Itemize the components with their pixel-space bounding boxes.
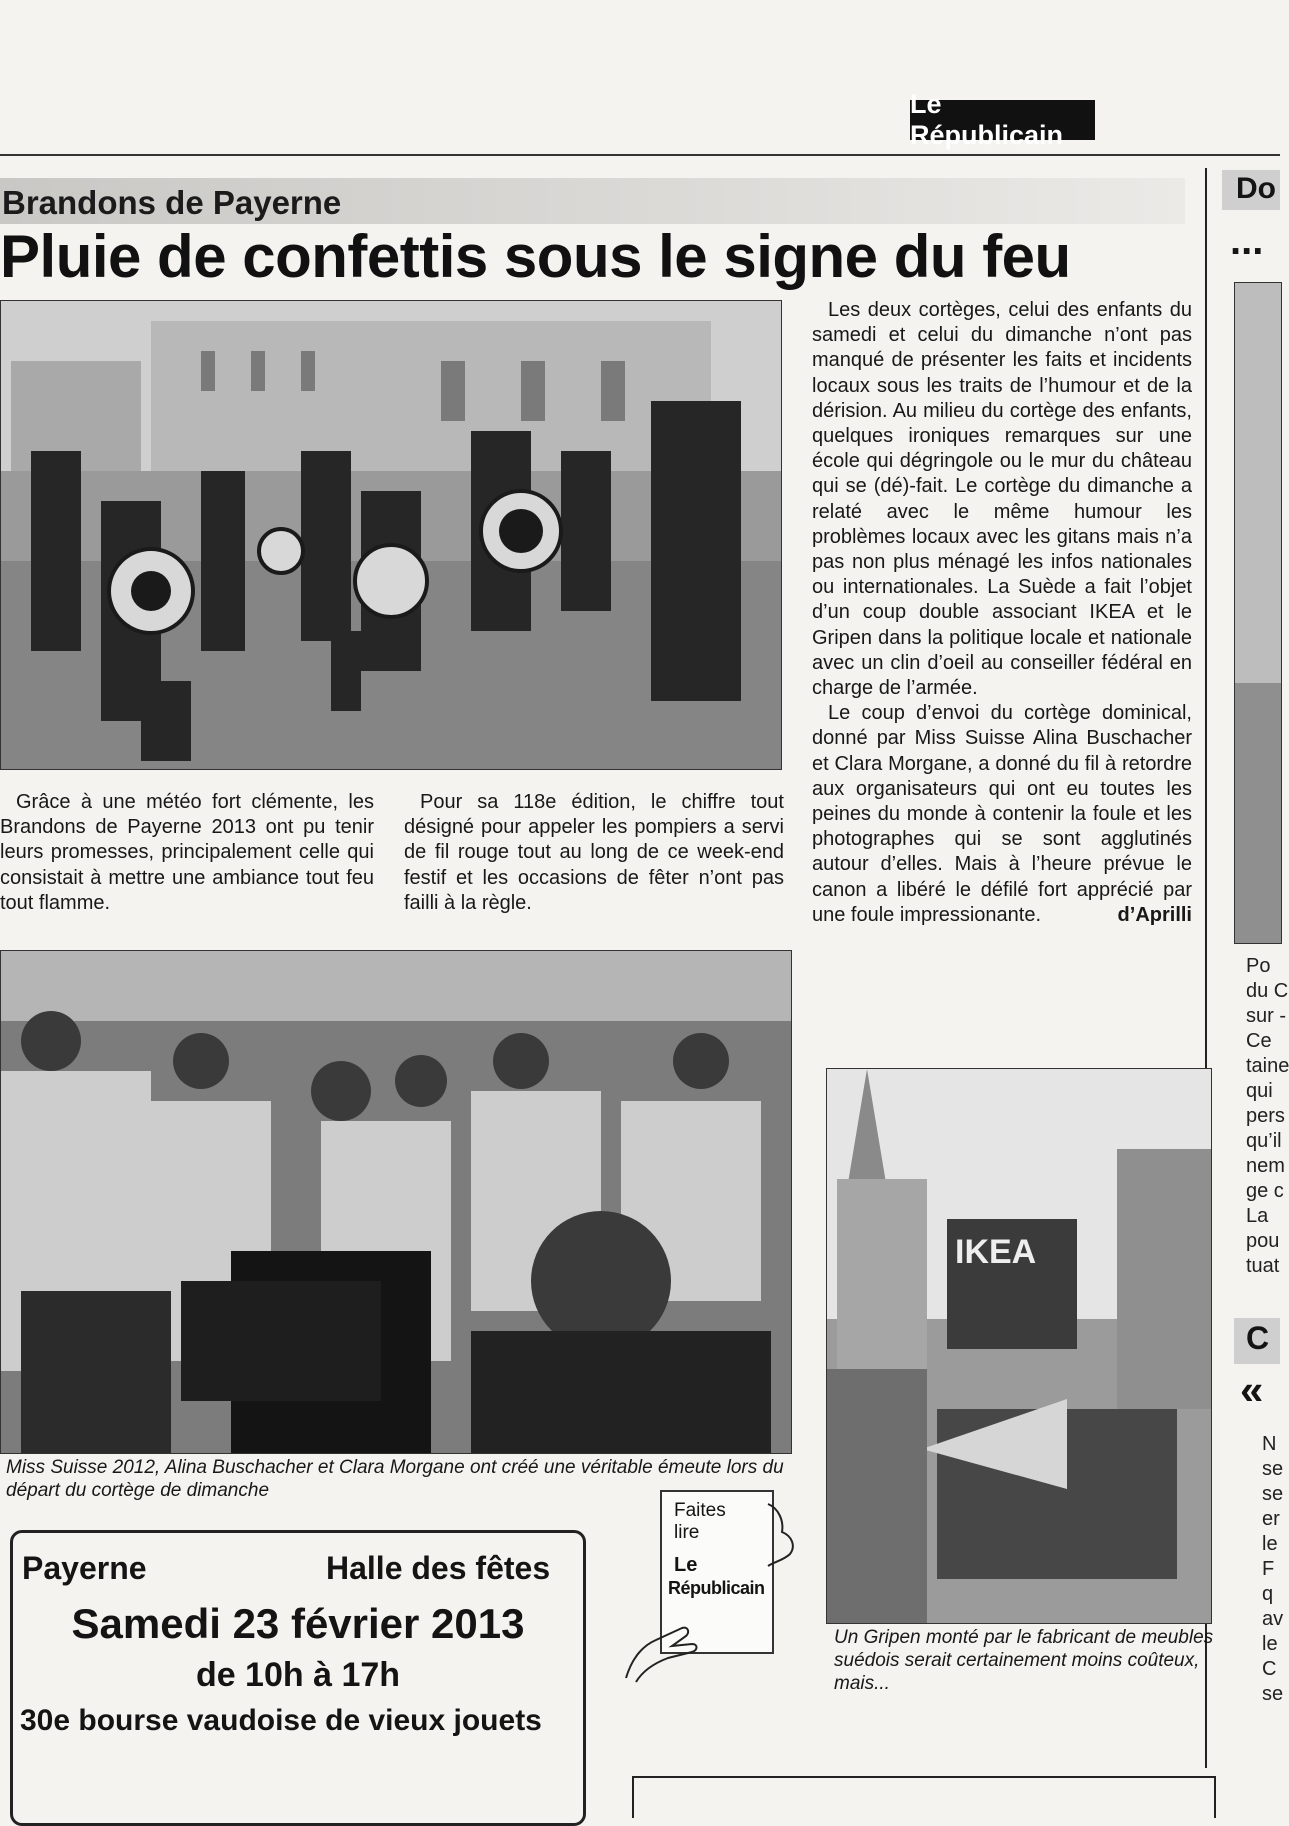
ad-event: 30e bourse vaudoise de vieux jouets [20,1704,542,1737]
side-line: se [1262,1683,1284,1705]
side-line: pers [1246,1105,1285,1127]
caption-float: Un Gripen monté par le fabricant de meubles suédois serait certainement moins coûteux, mais... [834,1627,1214,1694]
caption-crowd: Miss Suisse 2012, Alina Buschacher et Clara Morgane ont créé une véritable émeute lors du départ du cortège de dimanche [6,1457,784,1501]
side-text [1246,954,1289,1279]
side-quote: « [1240,1366,1264,1413]
side-header: Do [1236,172,1276,205]
side-text-2 [1262,1432,1284,1707]
side-line: er [1262,1508,1280,1530]
masthead-title: Le Républicain [910,89,1064,150]
side-line: le [1262,1633,1278,1655]
side-line: se [1262,1483,1284,1505]
side-line: pou [1246,1230,1280,1252]
promo-line-4: Républicain [668,1578,765,1598]
ad-date: Samedi 23 février 2013 [71,1600,525,1647]
promo-line-2: lire [674,1522,700,1543]
signature: d’Aprilli [1117,904,1192,927]
kicker-band [0,178,1185,224]
hand-top-icon [764,1500,800,1570]
side-line: ge c [1246,1180,1284,1202]
next-article-box [632,1776,1216,1818]
side-box-letter: C [1246,1320,1270,1356]
ad-city: Payerne [22,1550,147,1586]
float-sign: IKEA [955,1233,1037,1271]
side-line: nem [1246,1155,1285,1177]
promo-line-3: Le [674,1554,698,1576]
side-line: q [1262,1583,1274,1605]
side-dots: ... [1230,219,1264,263]
side-line: C [1262,1658,1277,1680]
intro-right [404,790,784,916]
side-line: Ce [1246,1030,1272,1052]
paragraph: Grâce à une météo fort clémente, les Brandons de Payerne 2013 ont pu tenir leurs promesses, principalement celle qui consistait à mettre une ambiance tout feu tout flamme. [0,791,374,914]
side-line: sur - [1246,1005,1286,1027]
ad-venue: Halle des fêtes [326,1550,551,1586]
top-rule [0,154,1280,156]
side-line: av [1262,1608,1284,1630]
side-line: N [1262,1433,1277,1455]
side-line: La [1246,1205,1269,1227]
promo-line-1: Faites [674,1500,726,1521]
side-photo [1234,282,1282,944]
side-line: taine [1246,1055,1289,1077]
headline: Pluie de confettis sous le signe du feu [0,223,1071,290]
ad-hours: de 10h à 17h [195,1656,401,1694]
side-line: du C [1246,980,1289,1002]
side-line: F [1262,1558,1275,1580]
kicker: Brandons de Payerne [2,184,342,221]
float-photo [826,1068,1212,1624]
hand-icon [622,1598,702,1682]
paragraph: Les deux cortèges, celui des enfants du samedi et celui du dimanche n’ont pas manqué de présenter les faits et incidents locaux sous les traits de l’humour et de la dérision. Au milieu du cortège des enfants, quelques ironiques remarques sur une école qui dégringole ou le mur du château qui se (dé)-fait. Le cortège du dimanche a relaté avec le même humour les problèmes locaux avec les gitans mais n’a pas non plus ménagé les infos nationales ou internationales. La Suède a fait l’objet d’un coup double associant IKEA et le Gripen dans la politique locale et nationale avec un clin d’oeil au conseiller fédéral en charge de l’armée. [812,299,1192,700]
parade-photo [0,300,782,770]
side-line: le [1262,1533,1278,1555]
article-body-right [812,298,1192,928]
paragraph: Le coup d’envoi du cortège dominical, donné par Miss Suisse Alina Buschacher et Clara Morgane, a donné du fil à retordre aux organisateurs qui ont eu toutes les peines du monde à contenir la foule et les photographes qui se sont agglutinés autour d’elles. Mais à l’heure prévue le canon a libéré le défilé fort apprécié par une foule impressionante. [812,702,1192,926]
side-line: se [1262,1458,1284,1480]
side-line: Po [1246,955,1271,977]
side-line: qui [1246,1080,1273,1102]
masthead-logo [910,89,1095,150]
crowd-photo [0,950,792,1454]
paragraph: Pour sa 118e édition, le chiffre tout désigné pour appeler les pompiers a servi de fil rouge tout au long de ce week-end festif et les occasions de fêter n’ont pas failli à la règle. [404,791,784,914]
intro-left [0,790,374,916]
side-line: qu’il [1246,1130,1282,1152]
side-line: tuat [1246,1255,1280,1277]
